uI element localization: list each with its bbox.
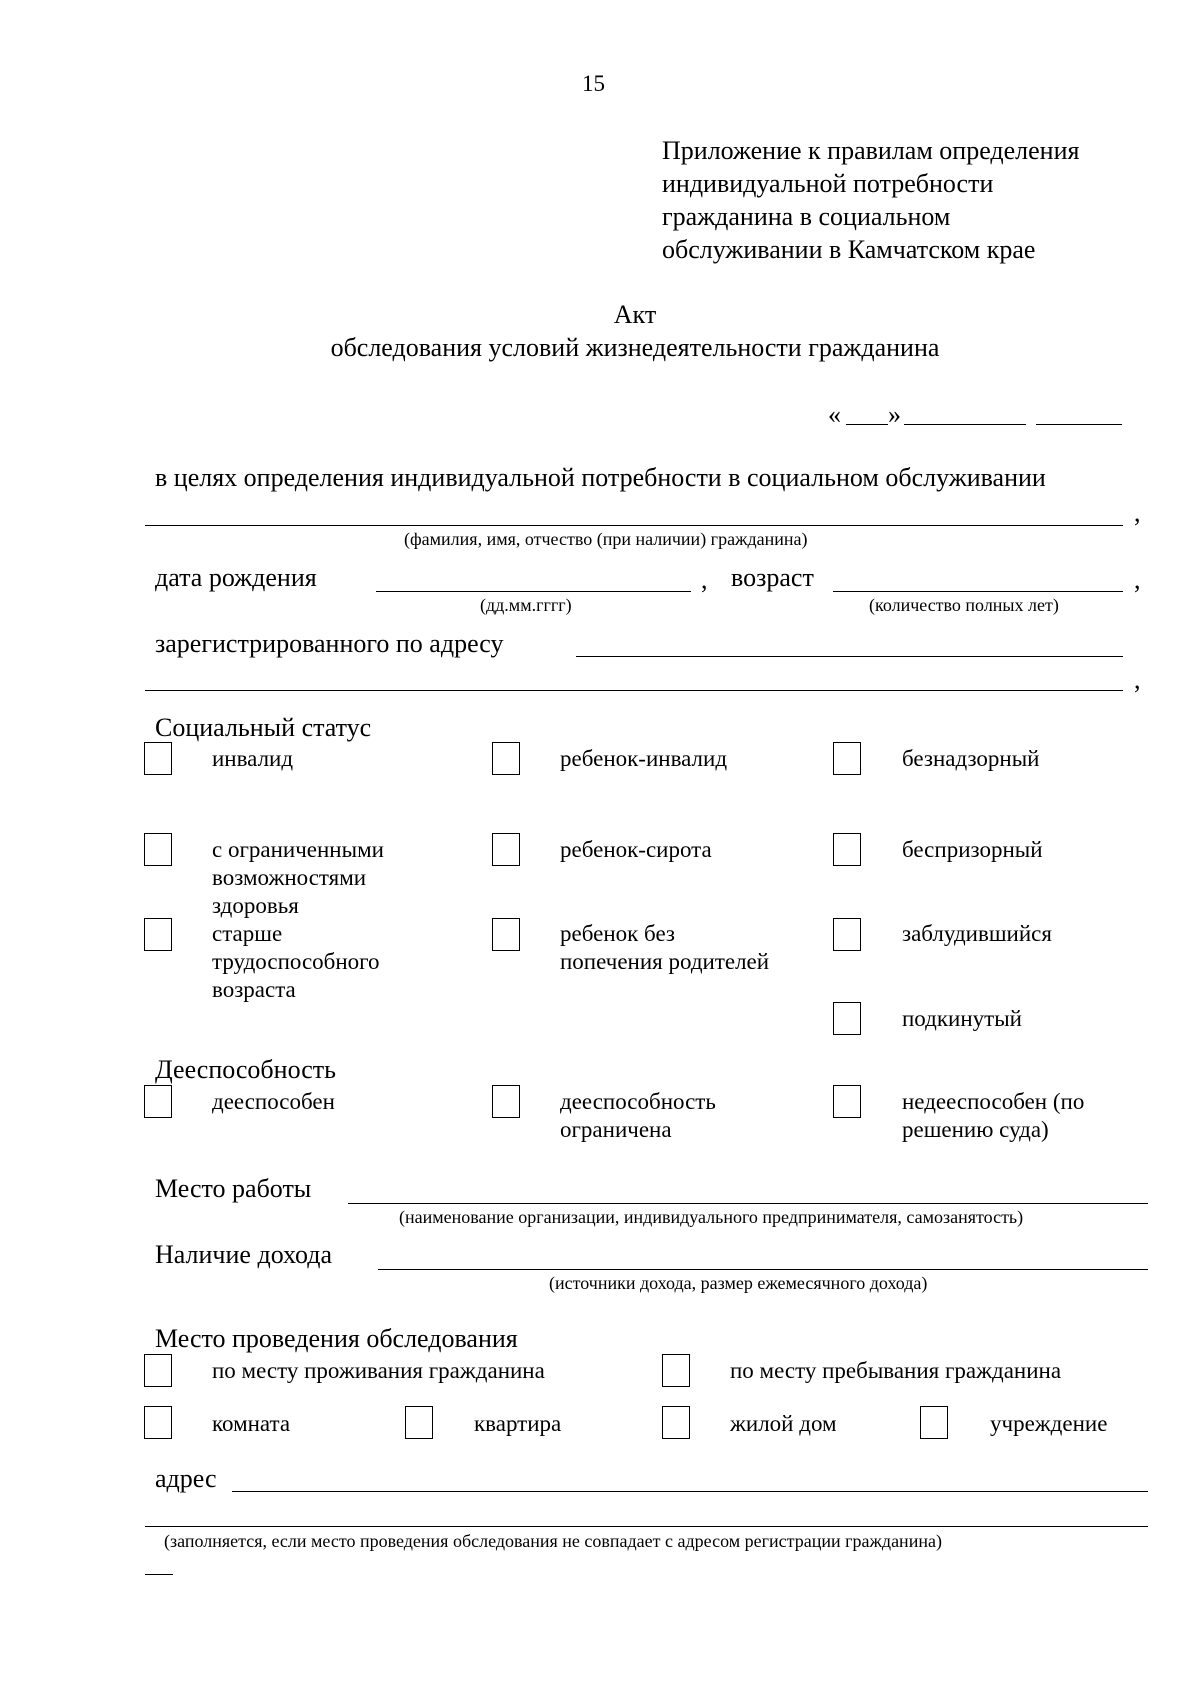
work-field[interactable] [348, 1203, 1148, 1204]
address-label: зарегистрированного по адресу [155, 629, 504, 658]
checkbox-limited-health[interactable] [144, 833, 172, 866]
checkbox-orphan[interactable] [492, 833, 520, 866]
date-day-field[interactable] [846, 424, 888, 425]
survey-address-label: адрес [155, 1464, 217, 1493]
title-line-1: Акт [613, 300, 657, 329]
label-institution: учреждение [990, 1411, 1108, 1436]
label-limited-health-3: здоровья [212, 893, 299, 918]
address-comma: , [1134, 665, 1141, 694]
label-homeless: беспризорный [902, 837, 1043, 862]
income-label: Наличие дохода [155, 1240, 333, 1269]
appendix-line-1: Приложение к правилам определения [662, 136, 1080, 165]
checkbox-homeless[interactable] [833, 833, 861, 866]
label-residence: по месту проживания гражданина [212, 1358, 545, 1383]
label-invalid: инвалид [212, 746, 294, 771]
appendix-line-3: гражданина в социальном [662, 202, 951, 231]
checkbox-no-parents[interactable] [492, 918, 520, 951]
checkbox-apartment[interactable] [405, 1406, 433, 1439]
checkbox-invalid[interactable] [144, 742, 172, 775]
checkbox-capable[interactable] [144, 1085, 172, 1118]
label-limited-health-1: с ограниченными [212, 837, 384, 862]
work-label: Место работы [155, 1174, 312, 1203]
date-year-field[interactable] [1036, 424, 1122, 425]
social-status-heading: Социальный статус [155, 713, 372, 742]
label-stay: по месту пребывания гражданина [730, 1358, 1062, 1383]
label-limited-capacity-2: ограничена [560, 1117, 672, 1142]
checkbox-residence[interactable] [144, 1354, 172, 1387]
label-child-invalid: ребенок-инвалид [560, 746, 728, 771]
checkbox-lost[interactable] [833, 918, 861, 951]
checkbox-limited-capacity[interactable] [492, 1085, 520, 1118]
survey-address-caption: (заполняется, если место проведения обследования не совпадает с адресом регистрации гражданина) [164, 1531, 942, 1551]
label-elderly-1: старше [212, 921, 283, 946]
age-field[interactable] [833, 591, 1123, 592]
appendix-line-2: индивидуальной потребности [662, 169, 994, 198]
label-lost: заблудившийся [902, 921, 1052, 946]
checkbox-incapable[interactable] [833, 1085, 861, 1118]
page-number: 15 [582, 71, 605, 96]
checkbox-abandoned[interactable] [833, 1002, 861, 1035]
label-capable: дееспособен [212, 1089, 335, 1114]
label-elderly-3: возраста [212, 977, 296, 1002]
footnote-rule [145, 1574, 173, 1575]
label-no-parents-2: попечения родителей [560, 949, 770, 974]
label-abandoned: подкинутый [902, 1006, 1022, 1031]
age-comma: , [1134, 565, 1141, 594]
label-house: жилой дом [730, 1411, 837, 1436]
label-apartment: квартира [474, 1411, 562, 1436]
fio-comma: , [1134, 498, 1141, 527]
checkbox-stay[interactable] [662, 1354, 690, 1387]
work-caption: (наименование организации, индивидуального предпринимателя, самозанятость) [399, 1207, 1024, 1227]
label-incapable-2: решению суда) [902, 1117, 1049, 1142]
survey-place-heading: Место проведения обследования [155, 1324, 518, 1353]
capacity-heading: Дееспособность [155, 1055, 336, 1084]
address-field-1[interactable] [576, 656, 1123, 657]
checkbox-neglected[interactable] [833, 742, 861, 775]
label-room: комната [212, 1411, 291, 1436]
purpose-text: в целях определения индивидуальной потребности в социальном обслуживании [155, 463, 1046, 492]
label-limited-capacity-1: дееспособность [560, 1089, 716, 1114]
checkbox-room[interactable] [144, 1406, 172, 1439]
date-open-quote: « [828, 400, 841, 429]
label-neglected: безнадзорный [902, 746, 1040, 771]
appendix-line-4: обслуживании в Камчатском крае [662, 235, 1036, 264]
age-caption: (количество полных лет) [869, 595, 1059, 615]
address-field-2[interactable] [145, 690, 1123, 691]
survey-address-field-2[interactable] [145, 1526, 1148, 1527]
checkbox-institution[interactable] [920, 1406, 948, 1439]
survey-address-field-1[interactable] [232, 1491, 1148, 1492]
birth-date-label: дата рождения [155, 563, 317, 592]
birth-date-caption: (дд.мм.гггг) [480, 595, 572, 615]
income-field[interactable] [378, 1269, 1148, 1270]
label-incapable-1: недееспособен (по [902, 1089, 1085, 1114]
age-label: возраст [731, 563, 814, 592]
date-month-field[interactable] [904, 424, 1026, 425]
birth-comma: , [701, 565, 708, 594]
birth-date-field[interactable] [376, 591, 691, 592]
label-orphan: ребенок-сирота [560, 837, 712, 862]
fio-caption: (фамилия, имя, отчество (при наличии) гражданина) [404, 529, 808, 549]
fio-field[interactable] [145, 525, 1123, 526]
title-line-2: обследования условий жизнедеятельности гражданина [330, 333, 940, 362]
checkbox-elderly[interactable] [144, 918, 172, 951]
income-caption: (источники дохода, размер ежемесячного дохода) [549, 1273, 928, 1293]
label-limited-health-2: возможностями [212, 865, 367, 890]
label-no-parents-1: ребенок без [560, 921, 676, 946]
checkbox-house[interactable] [662, 1406, 690, 1439]
checkbox-child-invalid[interactable] [492, 742, 520, 775]
label-elderly-2: трудоспособного [212, 949, 380, 974]
date-close-quote: » [888, 400, 901, 429]
